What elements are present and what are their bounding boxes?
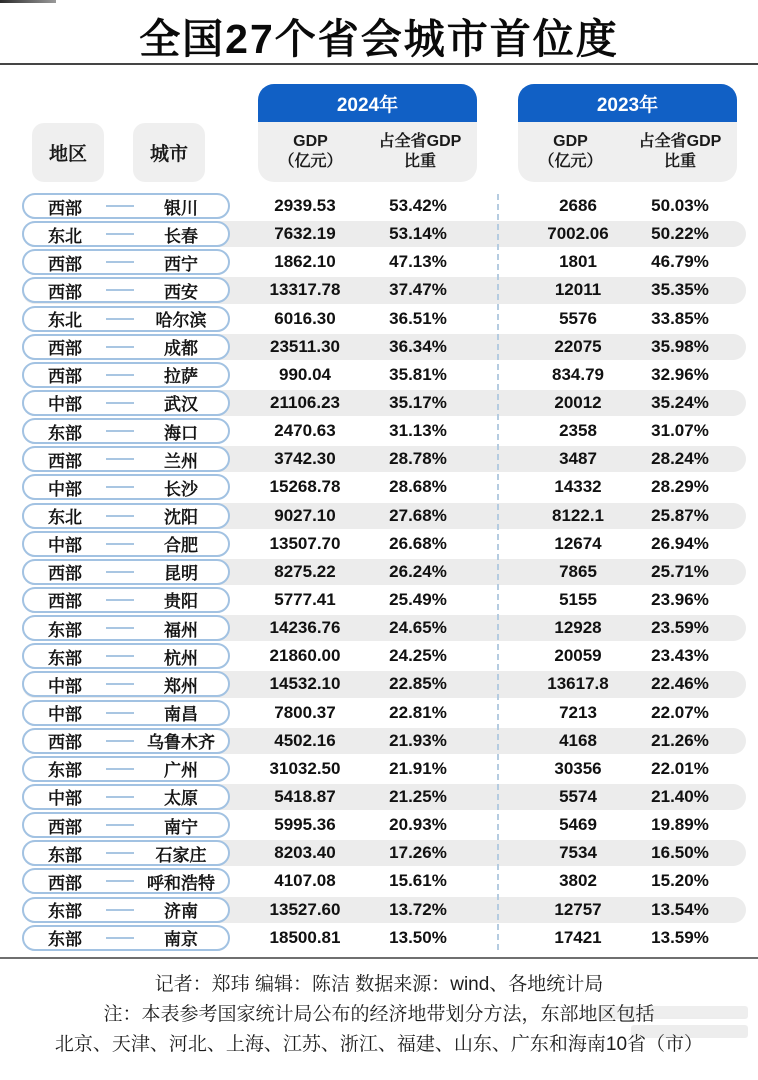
share-2024-cell: 24.25% [389, 646, 447, 666]
region-cell: 西部 [48, 367, 82, 387]
city-cell: 武汉 [164, 395, 198, 415]
city-cell: 济南 [164, 902, 198, 922]
share-2024-cell: 28.78% [389, 449, 447, 469]
share-2023-cell: 50.22% [651, 224, 709, 244]
region-cell: 中部 [48, 536, 82, 556]
region-cell: 西部 [48, 817, 82, 837]
share-2023-cell: 13.54% [651, 899, 709, 919]
table-row [0, 586, 758, 614]
year-group-2024 [258, 84, 477, 182]
region-cell: 东北 [48, 508, 82, 528]
share-2023-cell: 19.89% [651, 815, 709, 835]
region-cell: 西部 [48, 198, 82, 218]
page-title: 全国27个省会城市首位度 [139, 16, 619, 62]
table-row [0, 755, 758, 783]
dash-connector [106, 318, 134, 320]
city-cell: 沈阳 [164, 508, 198, 528]
city-cell: 南京 [164, 930, 198, 950]
gdp-2023-cell: 7865 [559, 561, 597, 581]
city-cell: 石家庄 [155, 845, 207, 865]
top-edge-artifact [0, 0, 56, 3]
share-2023-cell: 25.87% [651, 505, 709, 525]
region-cell: 西部 [48, 254, 82, 274]
region-cell: 中部 [48, 789, 82, 809]
region-cell: 中部 [48, 676, 82, 696]
share-2024-cell: 53.42% [389, 196, 447, 215]
share-2023-cell: 35.24% [651, 392, 709, 412]
gdp-2023-cell: 5155 [559, 589, 597, 609]
share-2024-cell: 20.93% [389, 815, 447, 835]
region-city-pill [22, 362, 230, 388]
footer-note-line2: 北京、天津、河北、上海、江苏、浙江、福建、山东、广东和海南10省（市） [54, 1034, 704, 1055]
share-2023-cell: 32.96% [651, 364, 709, 384]
region-city-pill [22, 446, 230, 472]
region-city-pill [22, 700, 230, 726]
share-2024-cell: 36.34% [389, 336, 447, 356]
column-header-gdp-2024 [258, 122, 363, 182]
dash-connector [106, 486, 134, 488]
dash-connector [106, 346, 134, 348]
column-header-city-label: 城市 [149, 144, 188, 165]
dash-connector [106, 571, 134, 573]
share-2024-cell: 21.93% [389, 730, 447, 750]
table-row [0, 389, 758, 417]
share-2024-cell: 25.49% [389, 589, 447, 609]
dash-connector [106, 796, 134, 798]
gdp-2023-cell: 12011 [554, 280, 602, 300]
city-cell: 海口 [164, 423, 198, 443]
region-cell: 西部 [48, 451, 82, 471]
region-city-pill [22, 643, 230, 669]
gdp-2023-cell: 3487 [559, 449, 597, 469]
gdp-2023-cell: 2686 [559, 196, 597, 215]
table-row [0, 333, 758, 361]
gdp-2024-cell: 5418.87 [274, 786, 336, 806]
dash-connector [106, 430, 134, 432]
city-cell: 福州 [164, 620, 198, 640]
dash-connector [106, 289, 134, 291]
region-city-pill [22, 812, 230, 838]
year-group-2023 [518, 84, 737, 182]
share-2024-cell: 31.13% [389, 421, 447, 441]
watermark [598, 1006, 748, 1046]
region-city-pill [22, 868, 230, 894]
city-cell: 太原 [164, 789, 198, 809]
share-2024-cell: 24.65% [389, 618, 447, 638]
table-row [0, 361, 758, 389]
share-2023-cell: 25.71% [651, 561, 709, 581]
gdp-2023-cell: 2358 [559, 421, 597, 441]
share-2023-cell: 31.07% [651, 421, 709, 441]
dash-connector [106, 909, 134, 911]
city-cell: 合肥 [164, 536, 198, 556]
city-cell: 杭州 [164, 648, 198, 668]
share-label-line2: 比重 [403, 153, 436, 170]
city-cell: 昆明 [164, 564, 198, 584]
footer-credits: 记者：郑玮 编辑：陈洁 数据来源：wind、各地统计局 [154, 974, 604, 995]
region-cell: 东部 [48, 930, 82, 950]
watermark-bar [631, 1025, 748, 1038]
dash-connector [106, 402, 134, 404]
region-cell: 中部 [48, 479, 82, 499]
region-cell: 西部 [48, 873, 82, 893]
share-2024-cell: 13.50% [389, 927, 447, 947]
region-city-pill [22, 249, 230, 275]
share-2024-cell: 26.68% [389, 533, 447, 553]
gdp-2023-cell: 8122.1 [552, 505, 604, 525]
table-row [0, 727, 758, 755]
gdp-2024-cell: 7632.19 [274, 224, 336, 244]
share-2023-cell: 33.85% [651, 308, 709, 328]
gdp-2023-cell: 7213 [559, 702, 597, 722]
share-2023-cell: 28.24% [651, 449, 709, 469]
gdp-2024-cell: 9027.10 [274, 505, 336, 525]
gdp-2023-cell: 5576 [559, 308, 597, 328]
gdp-2023-cell: 7534 [559, 843, 597, 863]
watermark-bar [598, 1006, 748, 1019]
gdp-2023-cell: 22075 [554, 336, 602, 356]
city-cell: 长沙 [164, 479, 198, 499]
city-cell: 兰州 [164, 451, 198, 471]
share-2023-cell: 21.40% [651, 786, 709, 806]
gdp-2023-cell: 13617.8 [547, 674, 609, 694]
dash-connector [106, 852, 134, 854]
share-2024-cell: 13.72% [389, 899, 447, 919]
city-cell: 西安 [164, 282, 198, 302]
gdp-2024-cell: 13527.60 [269, 899, 341, 919]
table-row [0, 867, 758, 895]
share-label-line1: 占全省GDP [378, 133, 462, 150]
gdp-2024-cell: 14532.10 [269, 674, 341, 694]
region-cell: 西部 [48, 564, 82, 584]
region-cell: 东北 [48, 311, 82, 331]
year-2024-subheaders [258, 122, 477, 182]
share-2024-cell: 37.47% [389, 280, 447, 300]
column-header-share-2023 [623, 122, 737, 182]
gdp-2023-cell: 20012 [554, 392, 602, 412]
dash-connector [106, 233, 134, 235]
dash-connector [106, 543, 134, 545]
table-row [0, 670, 758, 698]
region-city-pill [22, 531, 230, 557]
dash-connector [106, 740, 134, 742]
region-cell: 中部 [48, 705, 82, 725]
region-city-pill [22, 474, 230, 500]
gdp-2024-cell: 4502.16 [274, 730, 336, 750]
table-row [0, 614, 758, 642]
gdp-2024-cell: 3742.30 [274, 449, 336, 469]
share-2023-cell: 13.59% [651, 927, 709, 947]
gdp-2023-cell: 5469 [559, 815, 597, 835]
gdp-2024-cell: 5777.41 [274, 589, 336, 609]
column-header-region [32, 123, 104, 182]
dash-connector [106, 683, 134, 685]
share-2023-cell: 22.46% [651, 674, 709, 694]
table-row [0, 305, 758, 333]
table-row [0, 417, 758, 445]
share-2023-cell: 26.94% [651, 533, 709, 553]
region-city-pill [22, 840, 230, 866]
table-row [0, 811, 758, 839]
share-2023-cell: 22.01% [651, 758, 709, 778]
table-row [0, 783, 758, 811]
table-row [0, 699, 758, 727]
region-cell: 东部 [48, 761, 82, 781]
gdp-label-line1: GDP [553, 133, 588, 150]
share-2023-cell: 28.29% [651, 477, 709, 497]
gdp-2023-cell: 1801 [559, 252, 597, 272]
footer-divider [0, 957, 758, 959]
share-2024-cell: 47.13% [389, 252, 447, 272]
gdp-2024-cell: 6016.30 [274, 308, 336, 328]
gdp-2024-cell: 21106.23 [270, 392, 340, 412]
share-2024-cell: 27.68% [389, 505, 447, 525]
region-city-pill [22, 221, 230, 247]
column-header-share-2024 [363, 122, 477, 182]
share-2024-cell: 22.81% [389, 702, 447, 722]
share-2023-cell: 35.35% [651, 280, 709, 300]
city-cell: 贵阳 [164, 592, 198, 612]
city-cell: 银川 [164, 198, 198, 218]
share-2023-cell: 50.03% [651, 196, 709, 215]
gdp-2023-cell: 30356 [554, 758, 602, 778]
region-cell: 西部 [48, 733, 82, 753]
gdp-2024-cell: 13317.78 [269, 280, 341, 300]
region-cell: 西部 [48, 592, 82, 612]
gdp-2024-cell: 990.04 [279, 364, 331, 384]
gdp-2023-cell: 5574 [559, 786, 597, 806]
year-2023-label: 2023年 [518, 84, 737, 122]
share-2023-cell: 46.79% [651, 252, 709, 272]
share-2023-cell: 15.20% [651, 871, 709, 891]
gdp-2024-cell: 21860.00 [269, 646, 341, 666]
dash-connector [106, 824, 134, 826]
city-cell: 乌鲁木齐 [147, 733, 215, 753]
share-label-line1: 占全省GDP [638, 133, 722, 150]
dash-connector [106, 768, 134, 770]
city-cell: 哈尔滨 [155, 311, 207, 331]
share-2023-cell: 23.43% [651, 646, 709, 666]
gdp-2023-cell: 17421 [554, 927, 602, 947]
share-2024-cell: 15.61% [389, 871, 447, 891]
region-cell: 东北 [48, 226, 82, 246]
region-cell: 东部 [48, 620, 82, 640]
year-columns-divider [497, 194, 499, 950]
region-cell: 东部 [48, 902, 82, 922]
table-row [0, 502, 758, 530]
share-2024-cell: 26.24% [389, 561, 447, 581]
region-city-pill [22, 193, 230, 219]
table-row [0, 248, 758, 276]
year-2023-subheaders [518, 122, 737, 182]
region-cell: 西部 [48, 339, 82, 359]
gdp-2023-cell: 3802 [559, 871, 597, 891]
gdp-2023-cell: 4168 [559, 730, 597, 750]
table-row [0, 473, 758, 501]
region-city-pill [22, 306, 230, 332]
region-city-pill [22, 277, 230, 303]
city-cell: 南昌 [164, 705, 198, 725]
dash-connector [106, 655, 134, 657]
dash-connector [106, 515, 134, 517]
share-2023-cell: 35.98% [651, 336, 709, 356]
gdp-label-line2: （亿元） [278, 153, 343, 170]
share-2023-cell: 23.96% [651, 589, 709, 609]
gdp-2023-cell: 14332 [554, 477, 602, 497]
footer-note-line1: 注：本表参考国家统计局公布的经济地带划分方法，东部地区包括 [103, 1004, 655, 1025]
share-2024-cell: 36.51% [389, 308, 447, 328]
region-city-pill [22, 784, 230, 810]
city-cell: 西宁 [164, 254, 198, 274]
gdp-2024-cell: 8203.40 [274, 843, 336, 863]
dash-connector [106, 261, 134, 263]
year-2024-label: 2024年 [258, 84, 477, 122]
gdp-2024-cell: 31032.50 [269, 758, 341, 778]
table-row [0, 642, 758, 670]
share-2023-cell: 16.50% [651, 843, 709, 863]
table-row [0, 839, 758, 867]
gdp-2024-cell: 7800.37 [274, 702, 336, 722]
city-cell: 成都 [164, 339, 198, 359]
gdp-2024-cell: 5995.36 [274, 815, 336, 835]
region-city-pill [22, 925, 230, 951]
city-cell: 呼和浩特 [147, 873, 215, 893]
column-header-city [133, 123, 205, 182]
region-city-pill [22, 897, 230, 923]
gdp-2024-cell: 2470.63 [274, 421, 336, 441]
dash-connector [106, 374, 134, 376]
city-cell: 南宁 [164, 817, 198, 837]
table-row [0, 220, 758, 248]
region-city-pill [22, 728, 230, 754]
region-city-pill [22, 334, 230, 360]
column-header-region-label: 地区 [48, 144, 87, 165]
region-cell: 东部 [48, 648, 82, 668]
dash-connector [106, 458, 134, 460]
gdp-2023-cell: 12928 [554, 618, 602, 638]
gdp-2023-cell: 12757 [554, 899, 602, 919]
gdp-2024-cell: 4107.08 [274, 871, 336, 891]
gdp-2024-cell: 8275.22 [274, 561, 336, 581]
share-2023-cell: 21.26% [651, 730, 709, 750]
share-2024-cell: 35.17% [389, 392, 447, 412]
gdp-2024-cell: 1862.10 [274, 252, 336, 272]
city-cell: 广州 [164, 761, 198, 781]
share-2024-cell: 21.91% [389, 758, 447, 778]
table-row [0, 445, 758, 473]
table-row [0, 896, 758, 924]
table-row [0, 192, 758, 220]
gdp-label-line1: GDP [293, 133, 328, 150]
gdp-2024-cell: 2939.53 [274, 196, 336, 215]
gdp-2024-cell: 14236.76 [269, 618, 341, 638]
share-2023-cell: 22.07% [651, 702, 709, 722]
gdp-label-line2: （亿元） [538, 153, 603, 170]
table-row [0, 276, 758, 304]
table-row [0, 558, 758, 586]
region-city-pill [22, 418, 230, 444]
city-cell: 郑州 [164, 676, 198, 696]
table-rows [0, 192, 758, 952]
gdp-2024-cell: 23511.30 [270, 336, 340, 356]
gdp-2024-cell: 13507.70 [269, 533, 341, 553]
dash-connector [106, 627, 134, 629]
region-city-pill [22, 615, 230, 641]
column-header-gdp-2023 [518, 122, 623, 182]
region-cell: 中部 [48, 395, 82, 415]
table-row [0, 924, 758, 952]
share-2024-cell: 53.14% [389, 224, 447, 244]
share-2024-cell: 22.85% [389, 674, 447, 694]
region-city-pill [22, 503, 230, 529]
dash-connector [106, 937, 134, 939]
dash-connector [106, 599, 134, 601]
city-cell: 拉萨 [164, 367, 198, 387]
city-cell: 长春 [164, 226, 198, 246]
dash-connector [106, 712, 134, 714]
gdp-2023-cell: 12674 [554, 533, 602, 553]
gdp-2024-cell: 18500.81 [269, 927, 341, 947]
share-2024-cell: 35.81% [389, 364, 447, 384]
region-city-pill [22, 390, 230, 416]
gdp-2023-cell: 7002.06 [547, 224, 609, 244]
share-2023-cell: 23.59% [651, 618, 709, 638]
dash-connector [106, 880, 134, 882]
region-city-pill [22, 559, 230, 585]
region-cell: 东部 [48, 423, 82, 443]
region-city-pill [22, 671, 230, 697]
region-city-pill [22, 756, 230, 782]
table-row [0, 530, 758, 558]
region-cell: 西部 [48, 282, 82, 302]
title-divider [0, 63, 758, 65]
share-2024-cell: 28.68% [389, 477, 447, 497]
share-2024-cell: 17.26% [389, 843, 447, 863]
gdp-2023-cell: 834.79 [552, 364, 604, 384]
gdp-2023-cell: 20059 [554, 646, 602, 666]
share-2024-cell: 21.25% [389, 786, 447, 806]
region-cell: 东部 [48, 845, 82, 865]
region-city-pill [22, 587, 230, 613]
dash-connector [106, 205, 134, 207]
gdp-2024-cell: 15268.78 [269, 477, 341, 497]
share-label-line2: 比重 [663, 153, 696, 170]
